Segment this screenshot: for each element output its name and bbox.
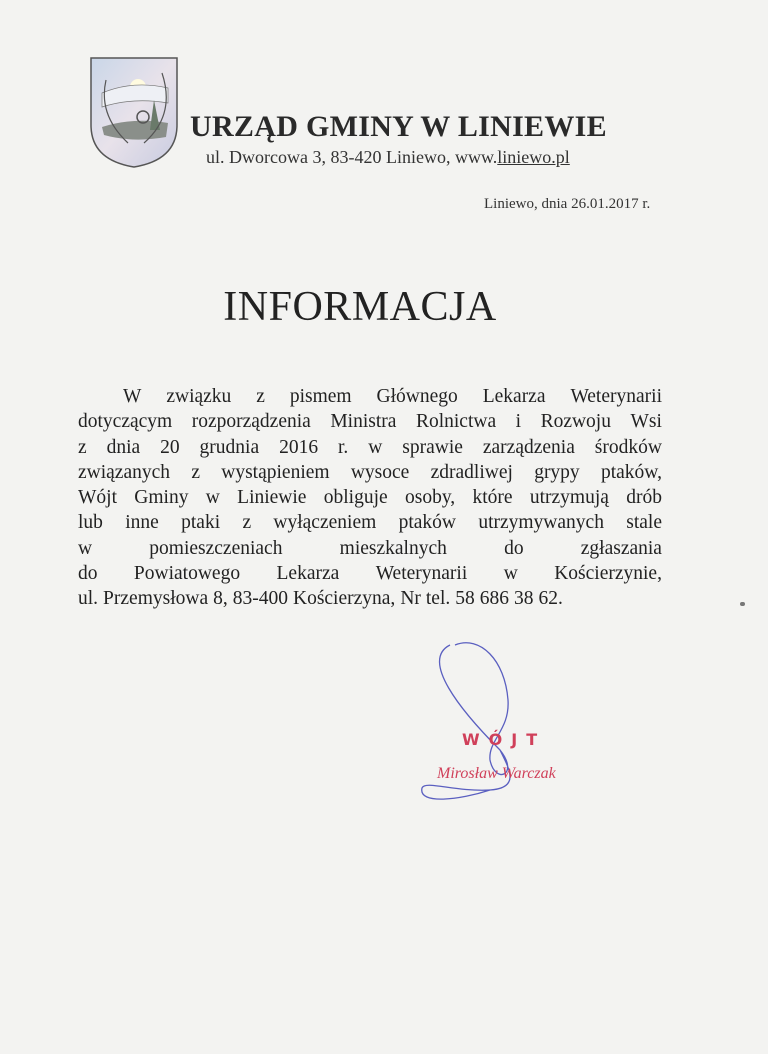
- address-text: ul. Dworcowa 3, 83-420 Liniewo, www.: [206, 147, 498, 167]
- word: Lekarza: [276, 563, 340, 585]
- word: Przemysłowa: [103, 588, 209, 610]
- word: ptaków: [398, 512, 456, 534]
- website-link[interactable]: liniewo.pl: [497, 147, 570, 167]
- word: które: [472, 487, 513, 509]
- word: pismem: [289, 386, 352, 407]
- word: W: [123, 386, 142, 407]
- word: 58: [455, 588, 475, 610]
- word: Kościerzyna,: [292, 588, 396, 610]
- word: Rozwoju: [540, 411, 611, 433]
- stamp-position: WÓJT: [462, 730, 547, 749]
- word: i: [515, 411, 522, 433]
- word: z: [191, 461, 200, 483]
- body-line: [78, 384, 662, 409]
- word: Głównego: [376, 386, 458, 407]
- word: utrzymują: [529, 487, 609, 509]
- word: związanych: [78, 461, 171, 483]
- word: Powiatowego: [133, 563, 241, 585]
- word: 62.: [538, 588, 563, 610]
- scan-speck: [740, 602, 745, 606]
- body-line: [78, 510, 662, 535]
- word: r.: [338, 436, 349, 458]
- word: lub: [78, 512, 103, 534]
- body-line: [78, 409, 662, 434]
- word: 686: [479, 588, 510, 610]
- word: zdradliwej: [430, 461, 513, 483]
- body-line: [78, 435, 662, 460]
- word: dnia: [106, 436, 141, 458]
- word: Liniewie: [237, 487, 307, 509]
- body-line: [78, 485, 662, 510]
- word: wystąpieniem: [221, 461, 330, 483]
- word: grudnia: [199, 436, 260, 458]
- word: do: [504, 537, 524, 559]
- body-line: [78, 561, 662, 586]
- word: środków: [594, 436, 662, 458]
- word: mieszkalnych: [339, 537, 447, 559]
- word: zgłaszania: [580, 537, 662, 559]
- word: grypy: [534, 461, 580, 483]
- word: ul.: [78, 588, 99, 610]
- word: Wsi: [630, 411, 662, 433]
- word: związku: [166, 386, 232, 407]
- word: wysoce: [350, 461, 410, 483]
- word: osoby,: [404, 487, 456, 509]
- organization-address: [206, 147, 570, 168]
- word: inne: [125, 512, 159, 534]
- word: Weterynarii: [375, 563, 468, 585]
- body-line: [78, 536, 662, 561]
- document-body: [78, 384, 662, 612]
- coat-of-arms-icon: [88, 55, 180, 170]
- word: w: [78, 537, 93, 559]
- word: ptaki: [181, 512, 221, 534]
- body-line: [78, 586, 662, 611]
- word: Weterynarii: [570, 386, 662, 407]
- word: tel.: [425, 588, 451, 610]
- word: 20: [160, 436, 180, 458]
- word: Rolnictwa: [415, 411, 497, 433]
- word: utrzymywanych: [478, 512, 604, 534]
- word: Lekarza: [482, 386, 546, 407]
- stamp-name: Mirosław Warczak: [437, 765, 556, 782]
- document-title: INFORMACJA: [223, 284, 497, 330]
- word: Nr: [400, 588, 421, 610]
- word: ptaków,: [600, 461, 662, 483]
- word: w: [368, 436, 383, 458]
- word: stale: [626, 512, 662, 534]
- organization-name: URZĄD GMINY W LINIEWIE: [190, 110, 607, 143]
- word: Gminy: [134, 487, 189, 509]
- body-line: [78, 460, 662, 485]
- word: sprawie: [402, 436, 463, 458]
- word: pomieszczeniach: [149, 537, 283, 559]
- word: 2016: [279, 436, 319, 458]
- word: z: [242, 512, 252, 534]
- word: z: [256, 386, 265, 407]
- word: w: [503, 563, 518, 585]
- word: zarządzenia: [482, 436, 575, 458]
- word: 83-400: [232, 588, 288, 610]
- document-date: Liniewo, dnia 26.01.2017 r.: [484, 196, 651, 212]
- word: do: [78, 563, 98, 585]
- word: Ministra: [330, 411, 397, 433]
- word: rozporządzenia: [191, 411, 311, 433]
- word: Wójt: [78, 487, 117, 509]
- word: 38: [514, 588, 534, 610]
- word: Kościerzynie,: [554, 563, 662, 585]
- word: z: [78, 436, 87, 458]
- word: w: [205, 487, 220, 509]
- word: dotyczącym: [78, 411, 173, 433]
- word: obliguje: [323, 487, 388, 509]
- word: drób: [626, 487, 662, 509]
- word: 8,: [213, 588, 228, 610]
- word: wyłączeniem: [273, 512, 377, 534]
